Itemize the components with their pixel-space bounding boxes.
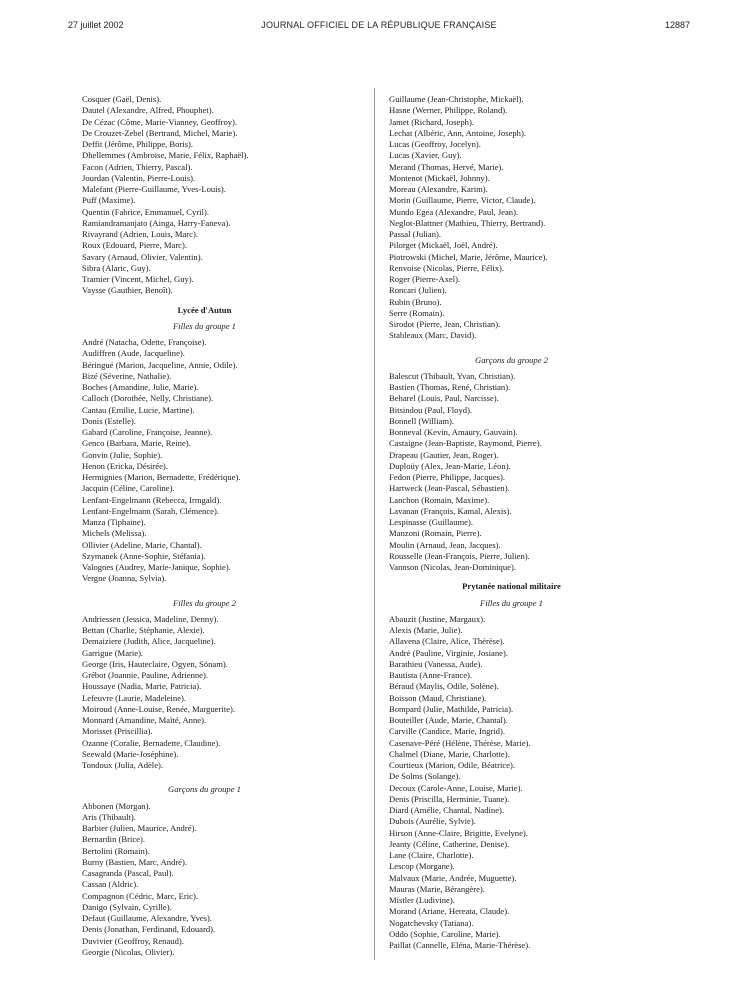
name-entry: Calloch (Dorothée, Nelly, Christiane). [82,393,214,404]
name-entry: Ozanne (Coralie, Bernadette, Claudine). [82,737,221,748]
name-entry: Garrigue (Marie). [82,647,144,658]
name-entry: Szymanek (Anne-Sophie, Stéfania). [82,550,206,561]
name-entry: Bautista (Anne-France). [389,670,473,680]
name-entry: Stableaux (Marc, David). [389,330,477,341]
header-date: 27 juillet 2002 [68,20,124,30]
page-header [68,20,690,34]
name-entry: Georgie (Nicolas, Olivier). [82,946,175,957]
name-entry: Courtieux (Marion, Odile, Béatrice). [389,760,516,770]
name-entry: Seewald (Marie-Joséphine). [82,748,179,759]
name-entry: Roncari (Julien). [389,285,447,296]
name-entry: Genco (Barbara, Marie, Reine). [82,438,191,449]
name-entry: Lefeuvre (Laurie, Madeleine). [82,692,187,703]
name-entry: Moiroud (Anne-Louise, Renée, Marguerite). [82,703,236,714]
name-entry: Moulin (Arnaud, Jean, Jacques). [389,539,501,550]
name-entry: Bitsindou (Paul, Floyd). [389,404,473,415]
name-entry: Houssaye (Nadia, Marie, Patricia). [82,681,202,692]
name-entry: Casenave-Péré (Hélène, Thérèse, Marie). [389,737,531,748]
group-heading-filles-1: Filles du groupe 1 [173,320,236,331]
name-entry: Donis (Estelle). [82,415,136,426]
name-entry: Diard (Amélie, Chantal, Nadine). [389,805,505,815]
name-entry: André (Natacha, Odette, Françoise). [82,337,207,347]
name-entry: Balescut (Thibault, Yvan, Christian). [389,370,516,381]
name-entry: Passal (Julian). [389,229,442,239]
name-entry: Casagranda (Pascal, Paul). [82,868,174,878]
name-entry: Lescop (Morgane). [389,861,455,872]
name-entry: Neglot-Blattner (Mathieu, Thierry, Bertrand). [389,217,546,228]
name-entry: Tramier (Vincent, Michel, Guy). [82,274,194,284]
name-entry: Morand (Ariane, Hereata, Claude). [389,906,510,917]
name-entry: Fedon (Pierre, Philippe, Jacques). [389,472,505,482]
name-entry: Gabard (Caroline, Françoise, Jeanne). [82,427,213,437]
name-entry: Defaut (Guillaume, Alexandre, Yves). [82,913,213,923]
name-entry: Puff (Maxime). [82,195,136,206]
right-group1-list [389,371,689,574]
name-entry: Malefant (Pierre-Guillaume, Yves-Louis). [82,184,226,194]
name-entry: Savary (Arnaud, Olivier, Valentin). [82,251,203,262]
name-entry: Malvaux (Marie, Andrée, Muguette). [389,872,517,883]
name-entry: Henon (Ericka, Désirée). [82,460,168,471]
name-entry: Boisson (Maud, Christiane). [389,692,487,703]
name-entry: Gonvin (Julie, Sophie). [82,449,163,460]
right-column [389,94,689,951]
name-entry: Ollivier (Adeline, Marie, Chantal). [82,539,202,550]
name-entry: Merand (Thomas, Hervé, Marie). [389,161,504,172]
name-entry: Castaigne (Jean-Baptiste, Raymond, Pierre). [389,438,542,449]
name-entry: Tondoux (Julia, Adèle). [82,760,164,770]
name-entry: Monnard (Amandine, Maïté, Anne). [82,715,207,725]
name-entry: Hirson (Anne-Claire, Brigitte, Evelyne). [389,827,528,838]
name-entry: Cantau (Emilie, Lucie, Martine). [82,404,195,415]
name-entry: Piotrowski (Michel, Marie, Jérôme, Maurice). [389,251,548,262]
name-entry: Bouteiller (Aude, Marie, Chantal). [389,715,508,725]
group-heading-filles-2: Filles du groupe 2 [173,597,236,608]
name-entry: Allavena (Claire, Alice, Thérèse). [389,636,505,647]
name-entry: Bonnell (William). [389,415,455,426]
name-entry: Roger (Pierre-Axel). [389,274,461,284]
name-entry: George (Iris, Hauteclaire, Ogyen, Sönam). [82,658,228,669]
name-entry: Lane (Claire, Charlotte). [389,850,474,860]
name-entry: Decoux (Carole-Anne, Louise, Marie). [389,782,523,793]
name-entry: Lucas (Geoffroy, Jocelyn). [389,139,481,149]
name-entry: Bernardin (Brice). [82,834,145,845]
name-entry: Jourdan (Valentin, Pierre-Louis). [82,172,196,183]
name-entry: Manza (Tiphaine). [82,517,146,527]
name-entry: Mistler (Ludivine). [389,895,455,905]
name-entry: Béraud (Maylis, Odile, Solène). [389,681,499,692]
name-entry: Nogatchevsky (Tatiana). [389,917,474,928]
name-entry: Chalmel (Diane, Marie, Charlotte). [389,748,510,759]
name-entry: Bonneval (Kevin, Amaury, Gauvain). [389,427,518,437]
name-entry: Danigo (Sylvain, Cyrille). [82,901,172,912]
name-entry: Michels (Melissa). [82,528,147,539]
name-entry: Jeanty (Céline, Catherine, Denise). [389,838,510,849]
name-entry: Vaysse (Gauthier, Benoît). [82,285,173,296]
school-heading-autun: Lycée d'Autun [177,304,232,315]
name-entry: Roux (Edouard, Pierre, Marc). [82,240,188,251]
name-entry: Denis (Jonathan, Ferdinand, Edouard). [82,924,216,935]
group-heading-garcons-2: Garçons du groupe 2 [475,354,548,365]
name-entry: Bettan (Charlie, Stéphanie, Alexie). [82,625,205,635]
name-entry: De Solms (Solange). [389,771,461,782]
name-entry: Abbonen (Morgan). [82,800,151,811]
name-entry: Morisset (Priscillia). [82,726,153,737]
name-entry: Hartweck (Jean-Pascal, Sébastien). [389,483,510,494]
name-entry: Lucas (Xavier, Guy). [389,150,462,161]
left-group2-list [82,614,382,772]
name-entry: Renvoise (Nicolas, Pierre, Félix). [389,262,505,273]
name-entry: Morin (Guillaume, Pierre, Victor, Claude). [389,195,536,206]
name-entry: Jamet (Richard, Joseph). [389,116,474,127]
name-entry: Dubois (Aurélie, Sylvie). [389,816,476,827]
name-entry: Audiffren (Aude, Jacqueline). [82,348,185,359]
name-entry: Drapeau (Gautier, Jean, Roger). [389,449,499,460]
name-entry: Grébot (Joannie, Pauline, Adrienne). [82,670,209,680]
name-entry: Ramiandramanjato (Ainga, Harry-Faneva). [82,217,231,228]
name-entry: Mauras (Marie, Bérangère). [389,883,485,894]
name-entry: Compagnon (Cédric, Marc, Eric). [82,890,198,901]
name-entry: Demaiziere (Judith, Alice, Jacqueline). [82,636,216,647]
name-entry: Sibra (Alaric, Guy). [82,262,151,273]
name-entry: Vergne (Joanna, Sylvia). [82,573,167,584]
name-entry: Guillaume (Jean-Christophe, Mickaël). [389,94,524,104]
name-entry: Béringué (Marion, Jacqueline, Annie, Odile). [82,359,238,370]
name-entry: Hasne (Werner, Philippe, Roland). [389,105,508,116]
name-entry: Lavanan (François, Kamal, Alexis). [389,505,512,516]
name-entry: Lespinasse (Guillaume). [389,517,474,527]
name-entry: Rivayrand (Adrien, Louis, Marc). [82,229,198,239]
name-entry: Aris (Thibault). [82,811,136,822]
left-group3-list [82,801,382,959]
name-entry: Cassan (Aldric). [82,879,139,890]
header-title: JOURNAL OFFICIEL DE LA RÉPUBLIQUE FRANÇAISE [261,20,497,30]
name-entry: Bastien (Thomas, René, Christian). [389,382,511,392]
name-entry: Lechat (Albéric, Ann, Antoine, Joseph). [389,127,526,138]
name-entry: Hermignies (Marion, Bernadette, Frédérique). [82,472,241,482]
name-entry: Facon (Adrien, Thierry, Pascal). [82,161,193,172]
left-intro-list [82,94,382,297]
name-entry: Duploüy (Alex, Jean-Marie, Léon). [389,460,511,471]
name-entry: Bompard (Julie, Mathilde, Patricia). [389,703,514,714]
left-group1-list [82,337,382,585]
name-entry: Barbier (Julien, Maurice, André). [82,823,197,833]
name-entry: Jacquin (Céline, Caroline). [82,483,175,494]
name-entry: Abauzit (Justine, Margaux). [389,613,486,624]
name-entry: Manzoni (Romain, Pierre). [389,528,482,539]
name-entry: Dhellemmes (Ambroise, Marie, Félix, Raphaël). [82,150,249,161]
right-group2-list [389,614,689,952]
group-heading-garcons-1: Garçons du groupe 1 [168,784,241,795]
name-entry: Denis (Priscilla, Herminie, Tuane). [389,793,510,804]
name-entry: Bertolini (Romain). [82,845,150,856]
name-entry: Lenfant-Engelmann (Rebecca, Irmgald). [82,494,222,505]
name-entry: Paillat (Cannelle, Eléna, Marie-Thérèse). [389,940,531,950]
name-entry: Mundo Egea (Alexandre, Paul, Jean). [389,206,519,217]
name-entry: Duvivier (Geoffroy, Renaud). [82,935,184,946]
name-entry: De Cézac (Côme, Marie-Vianney, Geoffroy). [82,116,238,127]
name-entry: Serre (Romain). [389,307,445,318]
name-entry: Bizé (Séverine, Nathalie). [82,370,172,381]
name-entry: De Crouzet-Zebel (Bertrand, Michel, Marie). [82,127,238,138]
name-entry: Boches (Amandine, Julie, Marie). [82,382,199,392]
name-entry: Valognes (Audrey, Marie-Janique, Sophie). [82,562,231,572]
name-entry: Rubin (Bruno). [389,296,442,307]
name-entry: Cosquer (Gaël, Denis). [82,94,162,104]
name-entry: Deffit (Jérôme, Philippe, Boris). [82,139,194,149]
name-entry: Oddo (Sophie, Caroline, Marie). [389,928,501,939]
name-entry: Lenfant-Engelmann (Sarah, Clémence). [82,505,219,516]
name-entry: Barathieu (Vanessa, Aude). [389,658,483,669]
name-entry: Carville (Candice, Marie, Ingrid). [389,726,505,737]
name-entry: Dautel (Alexandre, Alfred, Phouphet). [82,105,214,116]
name-entry: Pilorget (Mickaël, Joël, André). [389,240,498,251]
name-entry: Alexis (Marie, Julie). [389,625,463,635]
name-entry: André (Pauline, Virginie, Josiane). [389,647,508,658]
name-entry: Montenot (Mickaël, Johnny). [389,172,490,183]
name-entry: Andriessen (Jessica, Madeline, Denny). [82,613,219,624]
name-entry: Sirodot (Pierre, Jean, Christian). [389,319,501,329]
name-entry: Burny (Bastien, Marc, André). [82,856,188,867]
name-entry: Beharel (Louis, Paul, Narcisse). [389,393,499,404]
left-column [82,94,382,958]
name-entry: Rousselle (Jean-François, Pierre, Julien). [389,550,530,561]
name-entry: Moreau (Alexandre, Karim). [389,184,488,194]
name-entry: Quentin (Fabrice, Emmanuel, Cyril). [82,206,209,217]
group-heading-filles-1-prytanee: Filles du groupe 1 [480,597,543,608]
right-intro-list [389,94,689,342]
name-entry: Vannson (Nicolas, Jean-Dominique). [389,562,516,572]
page-number: 12887 [664,20,690,30]
name-entry: Lanchon (Romain, Maxime). [389,494,490,505]
school-heading-prytanee: Prytanée national militaire [462,581,561,592]
